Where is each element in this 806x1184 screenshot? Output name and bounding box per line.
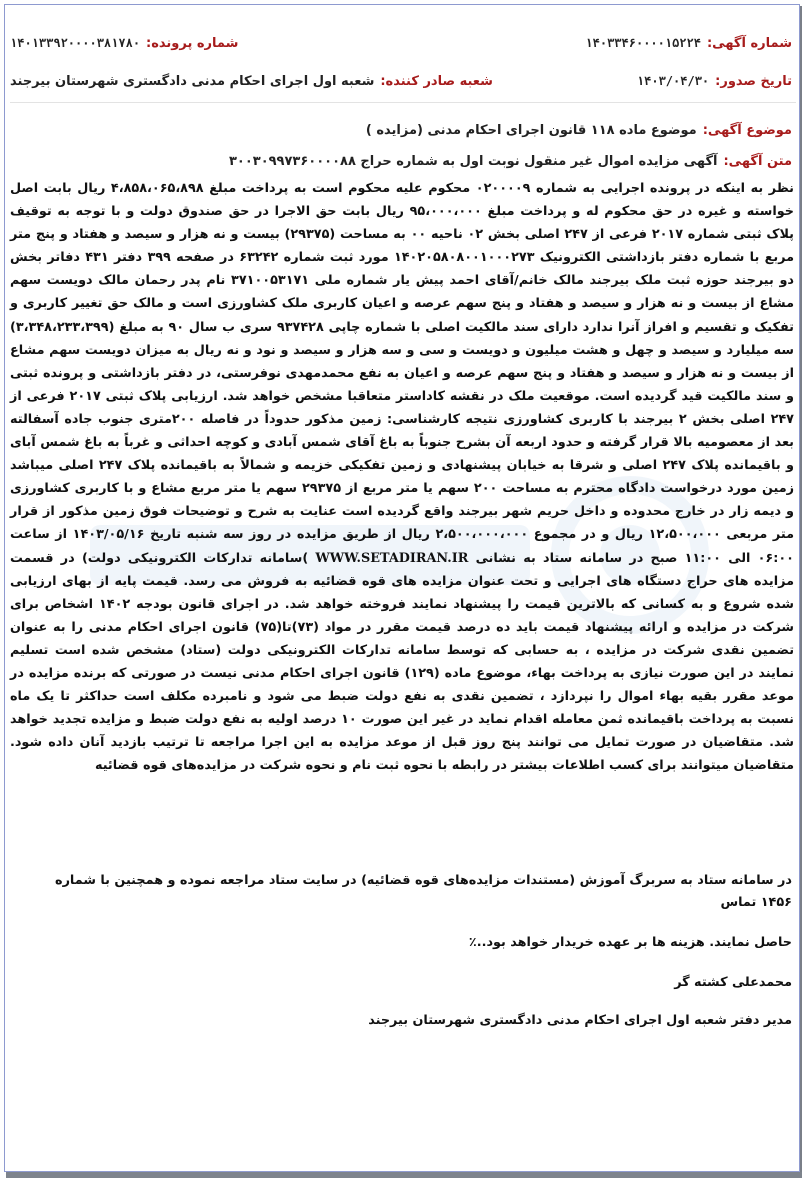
issuer [10, 74, 493, 89]
ad-number-label: شماره آگهی: [706, 36, 792, 51]
issue-date-label: تاریخ صدور: [715, 74, 792, 89]
header-row-2 [10, 74, 792, 89]
issuer-label: شعبه صادر کننده: [380, 74, 493, 89]
issue-date [637, 74, 792, 89]
ad-number [585, 36, 792, 51]
title-line [14, 154, 792, 169]
notice-body [10, 177, 794, 777]
case-number [10, 36, 238, 51]
body-part-1: نظر به اینکه در پرونده اجرایی به شماره ۰۲۰۰۰۰۹ محکوم علیه محکوم است به پرداخت مبلغ ۴،۸۵۸،۰۶۵،۸۹۸ ریال بابت اصل خواسته و غیره در حق محکوم له و پرداخت مبلغ ۹۵،۰۰۰،۰۰۰ ریال بابت حق الاجرا در حق صندوق دولت و با توجه به توقیف پلاک ثبتی شماره ۲۰۱۷ فرعی از ۲۴۷ اصلی بخش ۰۲ ناحیه ۰۰ به مساحت (۲۹۳۷۵) بیست و نه هزار و سیصد و هفتاد و پنج متر مربع با شماره دفتر بازداشتی الکترونیک ۱۴۰۲۰۵۸۰۸۰۰۱۰۰۰۲۷۳ مورد ثبت شماره ۶۳۲۴۲ در صفحه ۳۹۹ دفتر ۴۳۱ دفاتر بخش دو بیرجند حوزه ثبت ملک بیرجند مالک خانم/آقای احمد پیش یار شماره ملی ۳۷۱۰۰۵۳۱۷۱ نام پدر رحمان مالک دویست سهم مشاع از بیست و نه هزار و سیصد و هفتاد و پنج سهم عرصه و اعیان کاربری ملک کشاورزی است و مالک حق تغییر کاربری و تفکیک و تقسیم و افراز آنرا ندارد دارای سند مالکیت اصلی با شماره چاپی ۹۳۷۴۲۸ سری ب سال ۹۰ به مبلغ (۳،۳۴۸،۲۳۳،۳۹۹) سه میلیارد و سیصد و چهل و هشت میلیون و دویست و سی و سه هزار و سیصد و نود و نه ریال به میزان دویست سهم مشاع از بیست و نه هزار و سیصد و هفتاد و پنج سهم عرصه و اعیان به نفع محمدمهدی نوفرستی، در دفتر بازداشتی و پرونده ثبتی و سند مالکیت قید گردیده است. موقعیت ملک در نقشه کاداستر متعاقبا مشخص خواهد شد. ارزیابی پلاک ثبتی ۲۰۱۷ فرعی از ۲۴۷ اصلی بخش ۲ بیرجند با کاربری کشاورزی نتیجه کارشناسی: زمین مذکور حدوداً در فاصله ۲۰۰متری جنوب جاده آسفالته بعد از معصومیه بالا قرار گرفته و حدود اربعه آن بشرح جنوباً به باغ آقای شمس آبادی و کوچه احداثی و غرباً به باغ شمس آبای و باقیمانده پلاک ۲۴۷ اصلی و شرقا به خیابان پیشنهادی و زمین تفکیکی خزیمه و شمالاً به باقیمانده پلاک ۲۴۷ اصلی میباشد زمین مورد درخواست دادگاه محترم به مساحت ۲۰۰ سهم یا متر مربع از ۲۹۳۷۵ سهم یا متر مربع مشاع و با کاربری کشاورزی و دیمه زار در خارج محدوده و داخل حریم شهر بیرجند واقع گردیده است عنایت به شرح و توضیحات فوق زمین مذکور از قرار متر مربعی ۱۲،۵۰۰،۰۰۰ ریال و در مجموع ۲،۵۰۰،۰۰۰،۰۰۰ ریال از طریق مزایده در روز سه شنبه تاریخ ۱۴۰۳/۰۵/۱۶ از ساعت ۰۶:۰۰ الی ۱۱:۰۰ صبح در سامانه ستاد به نشانی [10, 181, 795, 566]
signer-title: مدیر دفتر شعبه اول اجرای احکام مدنی دادگستری شهرستان بیرجند [368, 1013, 792, 1028]
header-divider [10, 102, 796, 103]
ad-number-value: ۱۴۰۳۳۴۶۰۰۰۰۱۵۲۲۴ [585, 36, 701, 50]
text-label: متن آگهی: [723, 154, 792, 169]
subject-line [14, 123, 792, 138]
issue-date-value: ۱۴۰۳/۰۴/۳۰ [636, 74, 710, 88]
issuer-value: شعبه اول اجرای احکام مدنی دادگستری شهرستان بیرجند [10, 74, 375, 89]
case-number-value: ۱۴۰۱۳۳۹۲۰۰۰۰۳۸۱۷۸۰ [10, 36, 141, 50]
case-number-label: شماره پرونده: [146, 36, 239, 51]
signer-name: محمدعلی کشته گر [674, 975, 792, 990]
setad-website-link[interactable]: WWW.SETADIRAN.IR [315, 550, 469, 566]
frame-shadow [6, 1172, 802, 1178]
subject-value: موضوع ماده ۱۱۸ قانون اجرای احکام مدنی (مزایده ) [365, 123, 697, 138]
cost-note: حاصل نمایند. هزینه ها بر عهده خریدار خواهد بود..٪ [468, 935, 792, 950]
notice-title: آگهی مزایده اموال غیر منقول نوبت اول به شماره حراج ۳۰۰۳۰۹۹۷۳۶۰۰۰۰۸۸ [228, 154, 718, 169]
header-row-1 [10, 36, 792, 51]
body-part-2: )سامانه تدارکات الکترونیکی دولت) در قسمت مزایده های حراج دستگاه های اجرایی و تحت عنوان مزایده های قوه قضائیه به فروش می رسد. قیمت پایه از بهای ارزیابی شده شروع و به کسانی که بالاترین قیمت را پیشنهاد نمایند فروخته خواهد شد. در اجرای قانون بودجه ۱۴۰۲ اشخاص برای شرکت در مزایده و ارائه پیشنهاد قیمت باید ده درصد قیمت مقرر در مواد (۷۳)تا(۷۵) قانون اجرای احکام مدنی را به عنوان تضمین نقدی شرکت در مزایده ، به حسابی که توسط سامانه تدارکات الکترونیکی دولت (ستاد) مشخص شده است تسلیم نمایند در این صورت نیازی به پرداخت بهاء، موضوع ماده (۱۲۹) قانون اجرای احکام مدنی نیست در صورتی که برنده مزایده در موعد مقرر بقیه بهاء اموال را نپردازد ، تضمین نقدی به نفع دولت ضبط می شود و نامبرده مکلف است حداکثر تا یک ماه نسبت به پرداخت باقیمانده ثمن معامله اقدام نماید در غیر این صورت ۱۰ درصد اولیه به نفع دولت ضبط و مزایده تجدید خواهد شد. متقاضیان در صورت تمایل می توانند پنج روز قبل از موعد مزایده به این اجرا مراجعه تا ترتیب بازدید آنان داده شود. متقاضیان میتوانند برای کسب اطلاعات بیشتر در رابطه با نحوه ثبت نام و نحوه شرکت در مزایده‌های قوه قضائیه [10, 550, 794, 774]
subject-label: موضوع آگهی: [702, 123, 792, 138]
contact-text: در سامانه ستاد به سربرگ آموزش (مستندات مزایده‌های قوه قضائیه) در سایت ستاد مراجعه نموده و همچنین با شماره ۱۴۵۶ تماس [55, 873, 792, 910]
